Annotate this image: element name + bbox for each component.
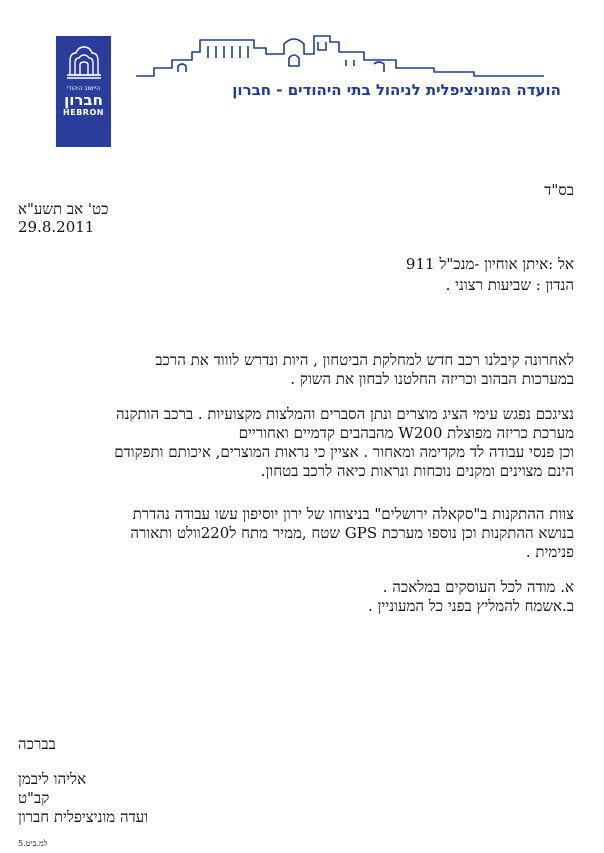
signature-organization: ועדה מוניציפלית חברון [18,808,149,826]
paragraph-3-line: בנושא ההתקנות וכן נוספו מערכת GPS שטח ,ממיר מתח ל220וולט ותאורה [130,524,574,542]
hebrew-date: כט' אב תשע"א [18,200,109,218]
paragraph-2-line: וכן פנסי עבודה לד מקדימה ומאחור . אציין כי נראות המוצרים, איכותם ותפקודם [114,443,574,461]
signature-name: אליהו ליבמן [18,770,87,788]
list-item: ב.אשמח להמליץ בפני כל המעוניין . [368,597,574,615]
paragraph-2-line: הינם מצוינים ומקנים נוכחות ונראות כיאה לרכב בטחון. [260,462,574,480]
logo-english-text: HEBRON [63,108,104,117]
paragraph-3-line: צוות ההתקנות ב"סקאלה ירושלים" בניצוחו של ירון יוסיפון עשו עבודה נהדרת [132,505,574,523]
logo-small-text: היישוב היהודי [66,85,101,92]
signature-role: קב"ט [18,789,50,807]
paragraph-1-line: לאחרונה קיבלנו רכב חדש למחלקת הביטחון , היות ונדרש לוווד את הרכב [155,351,574,369]
list-item: א. מודה לכל העוסקים במלאכה . [382,578,574,596]
paragraph-1-line: במערכות הבהוב וכריזה החלטנו לבחון את השוק . [290,370,574,388]
old-city-skyline-icon [134,32,554,80]
paragraph-2-line: נציגכם נפגש עימי הציג מוצרים ונתן הסברים והמלצות מקצועיות . ברכב הותקנה [116,405,574,423]
gregorian-date: 29.8.2011 [18,218,95,236]
paragraph-3-line: פנימית . [525,543,574,561]
closing-greeting: בברכה [18,735,56,753]
paragraph-2-line: מערכת כריזה מפוצלת W200 מהבהבים קדמיים ואחוריים [238,424,574,442]
besd-mark: בס"ד [544,181,574,199]
footnote: למ.ביט.5 [18,839,48,848]
subject-line: הנדון : שביעות רצוני . [445,276,574,294]
addressee-line: אל :איתן אוחיון -מנכ"ל 911 [405,255,574,273]
committee-title: הועדה המוניציפלית לניהול בתי היהודים - חברון [232,81,561,99]
hebron-logo [56,36,111,147]
logo-big-text: חברון [64,91,103,109]
city-emblem-icon [64,43,104,83]
